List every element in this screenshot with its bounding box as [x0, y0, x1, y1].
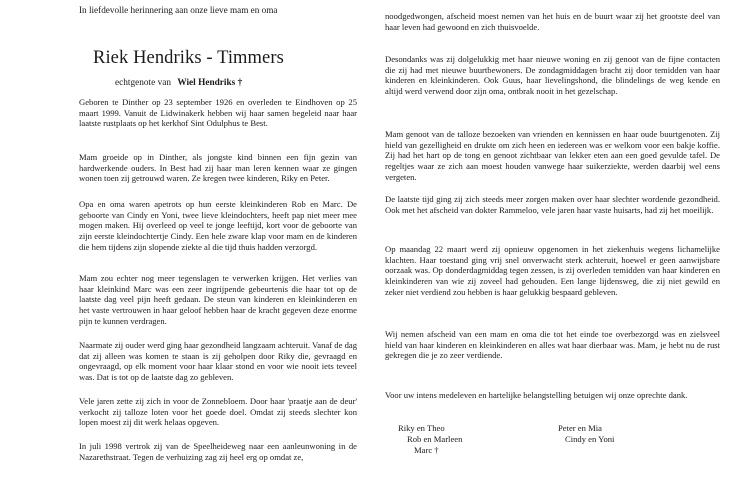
- spouse-prefix: echtgenote van: [115, 78, 172, 88]
- paragraph-setbacks: Mam zou echter nog meer tegenslagen te verwerken krijgen. Het verlies van haar kleinkind Marc was een zeer ingrijpende gebeurtenis die haar tot op de laatste dag veel pijn heeft gedaan. De steun van kinderen en kleinkinderen en het vaste vertrouwen in haar geloof hebben haar de kracht gegeven deze enorme pijn te kunnen verdragen.: [79, 273, 357, 326]
- signature-marc: Marc †: [414, 445, 439, 455]
- signature-rob-marleen: Rob en Marleen: [407, 434, 463, 444]
- spouse-line: [115, 78, 242, 88]
- paragraph-hospital: Op maandag 22 maart werd zij opnieuw opgenomen in het ziekenhuis wegens lichamelijke klachten. Haar toestand ging vrij snel onverwacht sterk achteruit, hoewel er geen aanwijsbare oorzaak was. Op donderdagmiddag tegen zessen, is zij overleden temidden van haar kinderen en kleinkinderen van wie zij zoveel had gehouden. Een lange lijdensweg, die zij niet gewild en zeker niet verdiend zou hebben is haar gelukkig bespaard gebleven.: [385, 244, 720, 297]
- signature-cindy-yoni: Cindy en Yoni: [565, 434, 615, 444]
- paragraph-health: Naarmate zij ouder werd ging haar gezondheid langzaam achteruit. Vanaf de dag dat zij alleen was komen te staan is zij geholpen door Riky die, gevraagd en ongevraagd, op elk moment voor haar klaar stond en voor wie nooit iets teveel was. Dat is tot op de laatste dag zo gebleven.: [79, 340, 357, 383]
- paragraph-farewell-house: noodgedwongen, afscheid moest nemen van het huis en de buurt waar zij het grootste deel van haar leven had gewoond en zich thuisvoelde.: [385, 11, 720, 32]
- paragraph-thanks: Voor uw intens medeleven en hartelijke belangstelling betuigen wij onze oprechte dank.: [385, 390, 688, 400]
- paragraph-youth: Mam groeide op in Dinther, als jongste kind binnen een fijn gezin van hardwerkende ouders. In Best had zij haar man leren kennen waar ze gingen wonen toen zij getrouwd waren. Ze kregen twee kinderen, Riky en Peter.: [79, 152, 357, 184]
- spouse-name: Wiel Hendriks †: [177, 78, 243, 88]
- paragraph-last-time: De laatste tijd ging zij zich steeds meer zorgen maken over haar slechter wordende gezondheid. Ook met het afscheid van dokter Rammeloo, vele jaren haar vaste huisarts, had zij het moeilijk.: [385, 194, 720, 215]
- paragraph-new-home: Desondanks was zij dolgelukkig met haar nieuwe woning en zij genoot van de fijne contacten die zij had met nieuwe buurtbewoners. De zondagmiddagen bracht zij door temidden van haar kinderen en kleinkinderen. Ook Guus, haar lievelingshond, die blindelings de weg kende en altijd werd verwend door zijn oma, ontbrak nooit in het gezelschap.: [385, 54, 720, 97]
- intro-line: In liefdevolle herinnering aan onze lieve mam en oma: [79, 5, 278, 15]
- signature-peter-mia: Peter en Mia: [558, 423, 602, 433]
- paragraph-goodbye: Wij nemen afscheid van een mam en oma die tot het einde toe overbezorgd was en zielsveel hield van haar kinderen en kleinkinderen en alles wat haar dierbaar was. Mam, je hebt nu de rust gekregen die je zo zeer verdiende.: [385, 329, 720, 361]
- paragraph-birth-death: Geboren te Dinther op 23 september 1926 en overleden te Eindhoven op 25 maart 1999. Vanuit de Lidwinakerk hebben wij haar samen begeleid naar haar laatste rustplaats op het kerkhof Sint Odulphus te Best.: [79, 97, 357, 129]
- signature-riky-theo: Riky en Theo: [398, 423, 445, 433]
- deceased-name: Riek Hendriks - Timmers: [93, 48, 284, 68]
- paragraph-zonnebloem: Vele jaren zette zij zich in voor de Zonnebloem. Door haar 'praatje aan de deur' verkocht zij talloze loten voor het goede doel. Omdat zij steeds slechter kon lopen moest zij dit werk helaas opgeven.: [79, 396, 357, 428]
- paragraph-visitors: Mam genoot van de talloze bezoeken van vrienden en kennissen en haar oude buurtgenoten. Zij hield van gezelligheid en drukte om zich heen en iedereen was er welkom voor een bakje koffie. Zij had het hart op de tong en genoot zichtbaar van lekker eten aan een goed gevulde tafel. De regeltjes waar ze zich aan moest houden vanwege haar suikerziekte, werden daarbij wel eens vergeten.: [385, 129, 720, 182]
- paragraph-move: In juli 1998 vertrok zij van de Speelheideweg naar een aanleunwoning in de Nazarethstraat. Tegen de verhuizing zag zij heel erg op omdat ze,: [79, 441, 357, 462]
- paragraph-grandchildren: Opa en oma waren apetrots op hun eerste kleinkinderen Rob en Marc. De geboorte van Cindy en Yoni, twee lieve kleindochters, heeft pap niet meer mee mogen maken. Hij overleed op veel te jonge leeftijd, kort voor de geboorte van zijn eerste kleindochtertje Cindy. Een hele zware klap voor mam en de kinderen die hem tijdens zijn slopende ziekte al die tijd thuis hadden verzorgd.: [79, 199, 357, 252]
